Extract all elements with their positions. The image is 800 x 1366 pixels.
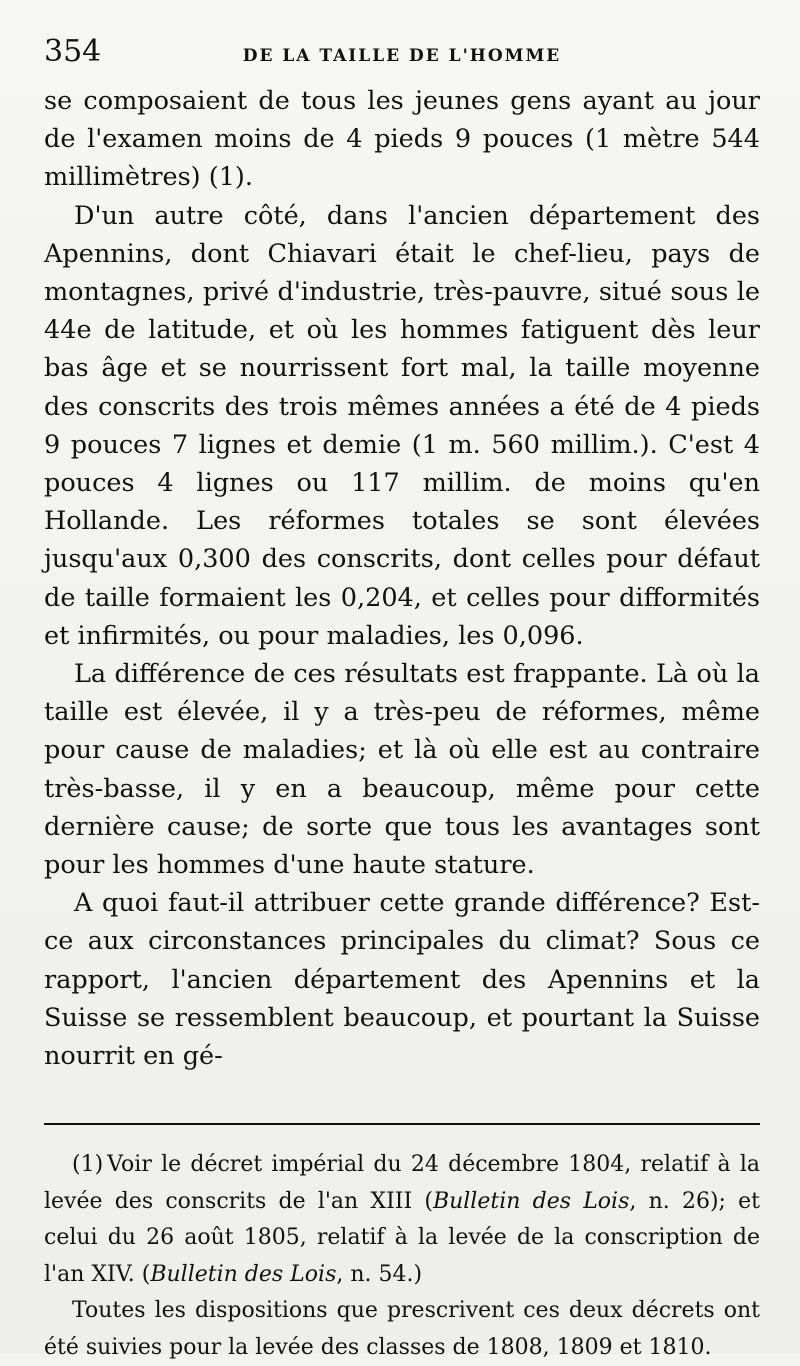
footnote-1-text-a: Voir le décret impérial du 24 décembre 1804, relatif à la levée des conscrits de l'an XIII ( xyxy=(44,1152,760,1214)
footnote-1-text-c: , n. 54.) xyxy=(336,1261,423,1287)
footnote-1 xyxy=(44,1147,760,1293)
paragraph-1: se composaient de tous les jeunes gens ayant au jour de l'examen moins de 4 pieds 9 pouces (1 mètre 544 millimètres) (1). xyxy=(44,86,760,193)
paragraph-2: D'un autre côté, dans l'ancien département des Apennins, dont Chiavari était le chef-lieu, pays de montagnes, privé d'industrie, très-pauvre, situé sous le 44e de latitude, et où les hommes fatiguent dès leur bas âge et se nourrissent fort mal, la taille moyenne des conscrits des trois mêmes années a été de 4 pieds 9 pouces 7 lignes et demie (1 m. 560 millim.). C'est 4 pouces 4 lignes ou 117 millim. de moins qu'en Hollande. Les réformes totales se sont élevées jusqu'aux 0,300 des conscrits, dont celles pour défaut de taille formaient les 0,204, et celles pour difformités et infirmités, ou pour maladies, les 0,096. xyxy=(44,200,760,651)
paragraph-4: A quoi faut-il attribuer cette grande différence? Est-ce aux circonstances principales du climat? Sous ce rapport, l'ancien département des Apennins et la Suisse se ressemblent beaucoup, et pourtant la Suisse nourrit en gé- xyxy=(44,888,760,1072)
paragraph-3: La différence de ces résultats est frappante. Là où la taille est élevée, il y a très-peu de réformes, même pour cause de maladies; et là où elle est au contraire très-basse, il y en a beaucoup, même pour cette dernière cause; de sorte que tous les avantages sont pour les hommes d'une haute stature. xyxy=(44,659,760,881)
footnote-mark: (1) xyxy=(72,1152,104,1178)
page-number: 354 xyxy=(44,34,102,69)
footnotes xyxy=(44,1147,760,1366)
page-header xyxy=(44,34,760,82)
footnote-1-source-1: Bulletin des Lois xyxy=(432,1188,630,1214)
footnote-1-source-2: Bulletin des Lois xyxy=(150,1261,337,1287)
running-head: DE LA TAILLE DE L'HOMME xyxy=(242,46,562,66)
footnote-rule xyxy=(44,1123,760,1125)
footnote-1-text-b: , n. 26); et celui du 26 août 1805, relatif à la levée de la conscription de l'an XIV. ( xyxy=(44,1188,760,1287)
footnote-2: Toutes les dispositions que prescrivent ces deux décrets ont été suivies pour la levée des classes de 1808, 1809 et 1810. xyxy=(44,1298,760,1360)
body-text xyxy=(44,82,760,1075)
